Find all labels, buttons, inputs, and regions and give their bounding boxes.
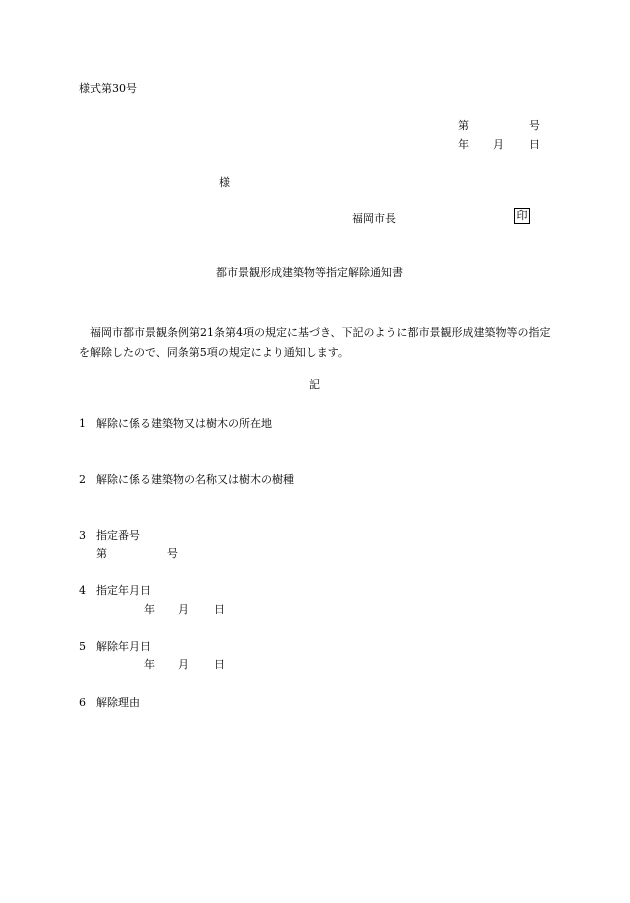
sender-title: 福岡市長 [352, 212, 396, 225]
ki-heading: 記 [309, 378, 320, 391]
doc-date-day: 日 [529, 138, 540, 151]
cancellation-date-day: 日 [214, 658, 225, 671]
designation-date-year: 年 [144, 603, 155, 616]
item-label: 指定番号 [96, 529, 140, 542]
item-label: 解除年月日 [96, 640, 151, 653]
doc-date-month: 月 [493, 138, 504, 151]
document-title: 都市景観形成建築物等指定解除通知書 [216, 266, 403, 279]
form-number: 様式第30号 [79, 82, 137, 95]
item-number: 4 [79, 584, 86, 597]
designation-number-go: 号 [167, 547, 178, 560]
addressee-suffix: 様 [219, 176, 230, 189]
item-label: 解除理由 [96, 696, 140, 709]
item-number: 3 [79, 529, 86, 542]
designation-number-dai: 第 [96, 547, 107, 560]
item-label: 解除に係る建築物の名称又は樹木の樹種 [96, 473, 294, 486]
designation-date-month: 月 [178, 603, 189, 616]
doc-number-go: 号 [529, 119, 540, 132]
doc-date-year: 年 [458, 138, 469, 151]
cancellation-date-year: 年 [144, 658, 155, 671]
designation-date-day: 日 [214, 603, 225, 616]
doc-number-dai: 第 [458, 119, 469, 132]
item-number: 5 [79, 640, 86, 653]
item-label: 解除に係る建築物又は樹木の所在地 [96, 417, 272, 430]
item-label: 指定年月日 [96, 584, 151, 597]
body-paragraph: 福岡市都市景観条例第21条第4項の規定に基づき、下記のように都市景観形成建築物等の指定を解除したので、同条第5項の規定により通知します。 [79, 326, 551, 359]
seal-mark: 印 [514, 208, 530, 224]
cancellation-date-month: 月 [178, 658, 189, 671]
item-number: 2 [79, 473, 86, 486]
item-number: 6 [79, 696, 86, 709]
item-number: 1 [79, 417, 86, 430]
